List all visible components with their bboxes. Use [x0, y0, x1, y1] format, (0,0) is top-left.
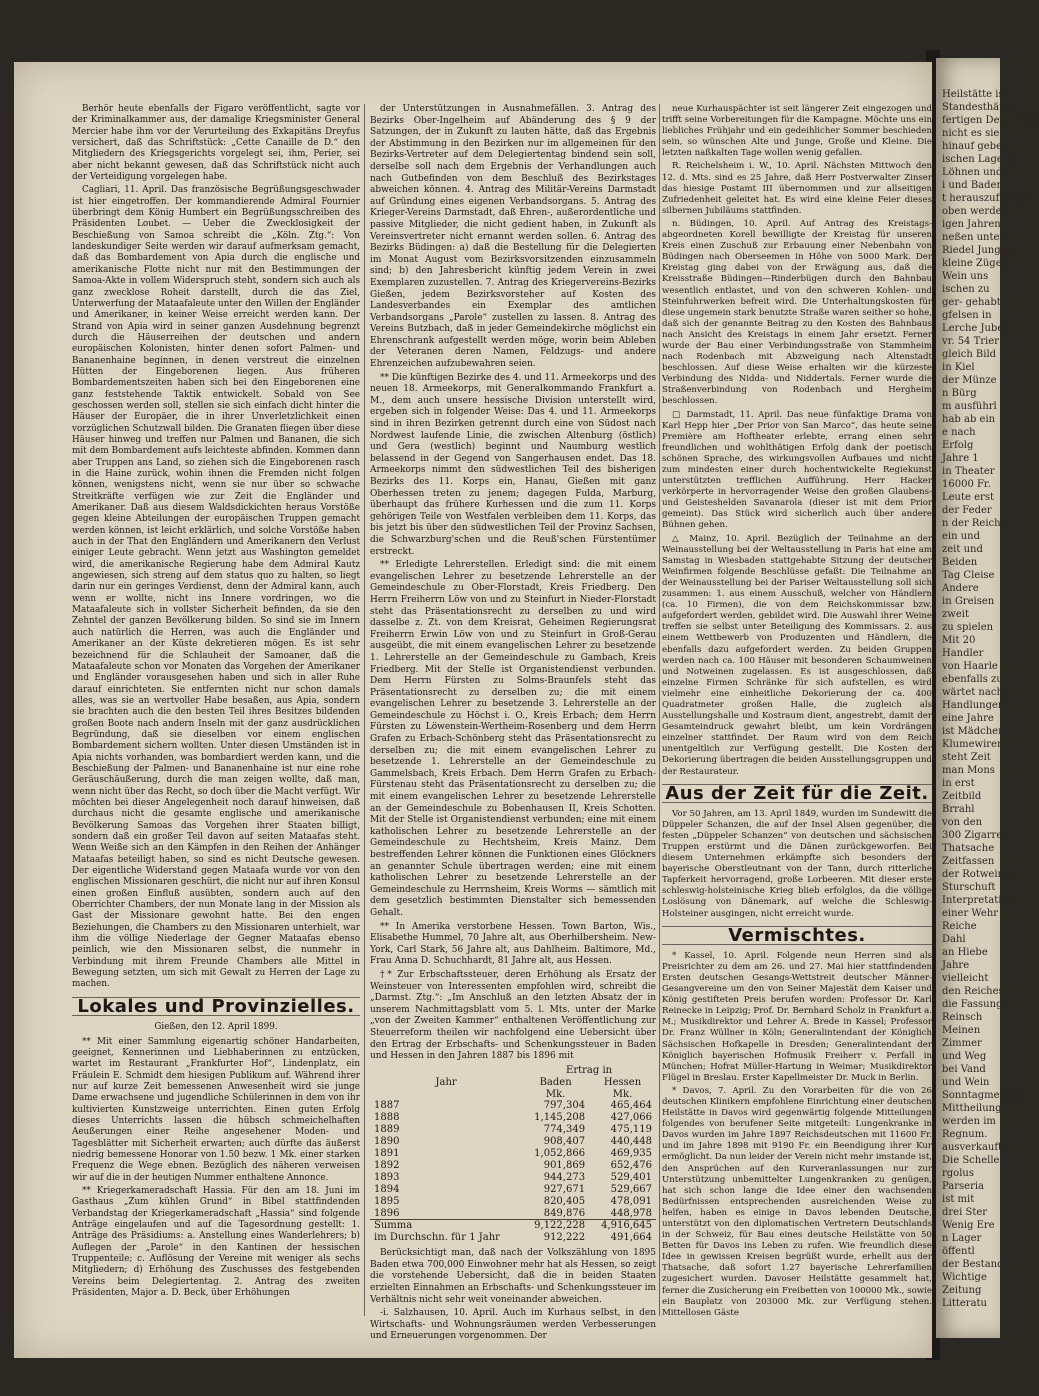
table-cell: 1895: [374, 1195, 400, 1207]
inheritance-tax-table: [370, 1065, 656, 1245]
table-header: Baden: [539, 1076, 572, 1088]
col2-after-table: [370, 1248, 656, 1343]
dateline: Gießen, den 12. April 1899.: [154, 1022, 278, 1033]
column-3: [662, 104, 932, 1321]
facing-page-text-fragment: Riedel Jungen: [942, 245, 1013, 256]
section-heading-local: Lokales und Provinzielles.: [72, 997, 360, 1016]
column-rule: [364, 104, 365, 1316]
col3-misc: [662, 951, 932, 1319]
facing-page-text-fragment: vr. 54 Trier: [942, 336, 999, 347]
facing-page-text-fragment: Meinen: [942, 1025, 981, 1036]
facing-page-text-fragment: nicht es sie: [942, 128, 1000, 139]
facing-page-text-fragment: öffentl: [942, 1246, 975, 1257]
facing-page-text-fragment: Mittheilung: [942, 1103, 1002, 1114]
facing-page-text-fragment: Beiden: [942, 557, 978, 568]
table-row: [370, 1160, 656, 1172]
article-paragraph: der Unterstützungen in Ausnahmefällen. 3. Antrag des Bezirks Ober-Ingelheim auf Abänderung des § 9 der Satzungen, der in Zukunft zu lauten hätte, daß das Ergebnis der Abstimmung in den Bezirken nur im allgemeinen für den Bezirks-Vertreter auf dem Delegiertentag bindend sein soll, derselbe soll nach dem Ergebnis der Verhandlungen auch nach Gutbefinden von dem Beschluß des Bezirkstages abweichen können. 4. Antrag des Militär-Vereins Darmstadt auf Gründung eines eigenen Verbandsorgans. 5. Antrag des Krieger-Vereins Darmstadt, daß Ehren-, außerordentliche und passive Mitglieder, die nicht gedient haben, in Zukunft als Vereinsvertreter nicht ernannt werden sollen. 6. Antrag des Bezirks Büdingen: a) daß die Bestellung für die Delegierten im Monat August vom Bezirksvorsitzenden einzusammeln sind; b) den Jahresbericht künftig jedem Verein in zwei Exemplaren zuzustellen. 7. Antrag des Kriegervereins-Bezirks Gießen, jedem Bezirksvorsteher auf Kosten des Landesverbandes ein Exemplar des amtlichen Verbandsorgans „Parole“ zustellen zu lassen. 8. Antrag des Vereins Butzbach, daß in jeder Gemeindekirche möglichst ein Ehrenschrank aufgestellt werden möge, worin beim Ableben der Veteranen deren Namen, Feldzugs- und andere Ehrenzeichen aufzubewahren seien.: [370, 104, 656, 370]
table-cell: 774,349: [543, 1124, 586, 1136]
table-cell: 529,401: [610, 1171, 652, 1183]
facing-page-text-fragment: neßen unter: [942, 232, 1005, 243]
facing-page-text-fragment: ger- gehabt: [942, 297, 1001, 308]
facing-page-text-fragment: Wein uns: [942, 271, 989, 282]
table-cell: 9,122,228: [522, 1220, 589, 1232]
article-paragraph: n. Büdingen, 10. April. Auf Antrag des Kreistags-abgeordneten Korell bewilligte der Kreistag für unseren Kreis einen Zuschuß zur Erbauung einer Nebenbahn von Büdingen nach Oberseemen in Höhe von 5000 Mark. Der Kreistag ging dabei von der Erwägung aus, daß die Kreisstraße Büdingen—Rinderbügen durch den Bahnbau wesentlich entlastet, und von den schweren Kohlen- und Steinfuhrwerken befreit wird. Die Unterhaltungskosten für diese ungemein stark benutzte Straße waren seither so hohe, daß sich der genannte Beitrag zu den Kosten des Bahnbaus nach Ansicht des Kreistags in einem Jahr ersetzt. Ferner wurde der Bau einer Verbindungsstraße von Stammheim nach Rodenbach mit Abzweigung nach Altenstadt beschlossen. Auf diese Weise erhalten wir die kürzeste Verbindung des Nidda- und Niddertals. Ferner wurde die Straßenverbindung von Rodenbach und Hergheim beschlossen.: [662, 218, 932, 407]
table-cell: 652,476: [610, 1159, 652, 1171]
table-row: [370, 1208, 656, 1220]
facing-page-text-fragment: Wenig Ere: [942, 1220, 995, 1231]
facing-page-text-fragment: ischen Lage in: [942, 154, 1016, 165]
table-cell: 475,119: [610, 1124, 652, 1136]
facing-page-text-fragment: vielleicht: [942, 973, 989, 984]
facing-page-text-fragment: i und Baden: [942, 180, 1003, 191]
facing-page-text-fragment: t herauszufinden: [942, 193, 1028, 204]
facing-page-text-fragment: Zeitfassen: [942, 856, 995, 867]
table-cell: 1,052,866: [534, 1148, 586, 1160]
facing-page-text-fragment: n der Reiche: [942, 518, 1007, 529]
facing-page-text-fragment: Zeitung: [942, 1285, 982, 1296]
facing-page-text-fragment: ist Mädchen: [942, 726, 1005, 737]
facing-page-text-fragment: Klumewirer: [942, 739, 1002, 750]
facing-page-text-fragment: in erst: [942, 778, 975, 789]
table-cell: 1888: [374, 1112, 400, 1124]
facing-page-text-fragment: steht Zeit: [942, 752, 991, 763]
facing-page-text-fragment: igen Jahren in: [942, 219, 1014, 230]
facing-page-text-fragment: Wichtige: [942, 1272, 987, 1283]
table-cell: 849,876: [543, 1207, 586, 1219]
table-cell: 448,978: [610, 1207, 652, 1219]
table-cell: 1894: [374, 1183, 400, 1195]
table-cell: 912,222: [543, 1232, 586, 1244]
facing-page-text-fragment: Leute erst: [942, 492, 994, 503]
table-header: Jahr: [435, 1076, 457, 1088]
facing-page-text-fragment: Zimmer: [942, 1038, 982, 1049]
facing-page-text-fragment: den Reiches: [942, 986, 1004, 997]
table-cell: 797,304: [543, 1100, 586, 1112]
column-rule: [659, 104, 660, 1316]
table-cell: 1896: [374, 1207, 400, 1219]
facing-page-text-fragment: Andere: [942, 583, 979, 594]
table-cell: 465,464: [610, 1100, 652, 1112]
facing-page-text-fragment: der Rotweine: [942, 869, 1010, 880]
facing-page-text-fragment: zweit: [942, 609, 969, 620]
table-header: Hessen: [603, 1076, 642, 1088]
facing-page-text-fragment: Standesthäter: [942, 102, 1014, 113]
facing-page-text-fragment: von den: [942, 817, 983, 828]
table-sum-row: [370, 1220, 656, 1232]
table-cell: 427,066: [610, 1112, 652, 1124]
table-row: [370, 1184, 656, 1196]
table-cell: 908,407: [543, 1136, 586, 1148]
facing-page-text-fragment: an Hiebe: [942, 947, 988, 958]
table-cell: 491,664: [610, 1232, 652, 1244]
facing-page-text-fragment: m ausführl: [942, 401, 997, 412]
table-cell: im Durchschn. für 1 Jahr: [374, 1232, 500, 1244]
article-paragraph: ** Mit einer Sammlung eigenartig schöner Handarbeiten, geeignet, Kennerinnen und Liebhaberinnen zu entzücken, wartet im Restaurant „Frankfurter Hof“, Lindenplatz, ein Fräulein E. Schmidt dem hiesigen Publikum auf. Während ihrer nur auf kurze Zeit bemessenen Anwesenheit wird sie junge Dame erwachsene und jugendliche Schülerinnen in dem von ihr kultivierten Kunstzweige unterrichten. Einen guten Erfolg dieses Unterrichts lassen die hübsch schmeichelhaften Aeußerungen einer Reihe angesehener Moden- und Tagesblätter mit Sicherheit erwarten; auch dürfte das äußerst niedrig bemessene Honorar von 1.50 bezw. 1 Mk. einer starken Frequenz die Wege ebnen. Bezüglich des näheren verweisen wir auf die in der heutigen Nummer enthaltene Annonce.: [72, 1036, 360, 1183]
facing-page-text-fragment: die Fassung: [942, 999, 1003, 1010]
col2-paragraphs: [370, 104, 656, 1063]
article-zeit: Vor 50 Jahren, am 13. April 1849, wurden im Sundewitt die Düppeler Schanzen, die auf der Insel Alsen gegenüber, die festen „Düppeler Schanzen“ von deutschen und sächsischen Truppen erstürmt und die Dänen zurückgeworfen. Bei diesem Unternehmen erkämpfte sich besonders der bayerische Oberstleutnant von der Tann, durch ritterliche Tapferkeit hervorragend, große Lorbeeren. Mit dieser erste schleswig-holsteinische Krieg blieb erfolglos, da die völlige Loslösung von Dänemark, auf welche die Schleswig-Holsteiner ausgingen, nicht erreicht wurde.: [662, 808, 932, 919]
facing-page-text-fragment: Handlungen: [942, 700, 1005, 711]
table-cell: 927,671: [543, 1183, 586, 1195]
facing-page-text-fragment: Litteratu: [942, 1298, 987, 1309]
facing-page-text-fragment: rgolus: [942, 1168, 974, 1179]
newspaper-page: [14, 62, 932, 1358]
facing-page-text-fragment: e nach: [942, 427, 976, 438]
facing-page-text-fragment: Reiche: [942, 921, 977, 932]
facing-page-text-fragment: n Lager: [942, 1233, 982, 1244]
table-cell: 469,935: [610, 1148, 652, 1160]
table-cell: 4,916,645: [589, 1220, 656, 1232]
article-paragraph: * Davos, 7. April. Zu den Vorarbeiten für die von 26 deutschen Klinikern empfohlene Einrichtung einer deutschen Heilstätte in Davos wird gegenwärtig folgende Mitteilungen folgendes von berufener Seite mitgeteilt: Lungenkranke in Davos wurden im Jahre 1897 Reichsdeutschen mit 11600 Fr. und im Jahre 1898 mit 9190 Fr. ein Beendigung ihrer Kur ermöglicht. Da nun leider der Verein nicht mehr imstande ist, den Ansprüchen auf den Kurveranlassungen nur zur Unterstützung unbemittelter Lungenkranken zu genügen, hat sich schon lange die Idee einer den wachsenden Bedürfnissen entsprechenden ausreichenden Weise zu helfen, haben es einige in Davos lebenden Deutsche, unterstützt von den diplomatischen Vertretern Deutschlands in der Schweiz, für Bau eines deutsche Heilstätte von 50 Betten für Davos ins Leben zu rufen. Wie freundlich diese Idee in gewissen Kreisen begrüßt wurde, erhellt aus der Thatsache, daß sofort 1.27 bayerische Lehrerfamilien zugesichert wurden. Davoser Heilstätte gesammelt hat, ferner die Zusicherung ein Freibetten von 100000 Mk., sowie ein Bauplatz von 203000 Mk. zur Verfügung stehen. Mittellosen Gäste: [662, 1085, 932, 1318]
facing-page-text-fragment: der Bestand: [942, 1259, 1004, 1270]
facing-page-text-fragment: Brrahl: [942, 804, 975, 815]
facing-page-text-fragment: Jahre: [942, 960, 970, 971]
table-row: [370, 1136, 656, 1148]
facing-page-text-fragment: Parseria: [942, 1181, 985, 1192]
facing-page-text-fragment: gleich Bild: [942, 349, 997, 360]
facing-page-text-fragment: Jahre 1: [942, 453, 979, 464]
facing-page-text-fragment: gfelsen in: [942, 310, 992, 321]
facing-page-text-fragment: der Münze: [942, 375, 997, 386]
facing-page-text-fragment: ebenfalls zu: [942, 674, 1003, 685]
facing-page-text-fragment: zeit und: [942, 544, 983, 555]
table-row: [370, 1148, 656, 1160]
table-cell: 1,145,208: [534, 1112, 586, 1124]
facing-page-text-fragment: Tag Cleise: [942, 570, 995, 581]
facing-page-text-fragment: einer Wehr: [942, 908, 999, 919]
facing-page-text-fragment: hab ab ein: [942, 414, 996, 425]
facing-page-text-fragment: in Theater: [942, 466, 995, 477]
facing-page-text-fragment: oben werden: [942, 206, 1008, 217]
facing-page-text-fragment: Lerche Juber: [942, 323, 1009, 334]
facing-page-text-fragment: der Feder: [942, 505, 992, 516]
table-cell: 1891: [374, 1148, 400, 1160]
facing-page-text-fragment: bei Vand: [942, 1064, 986, 1075]
table-cell: 1893: [374, 1171, 400, 1183]
table-cell: 1887: [374, 1100, 400, 1112]
facing-page-text-fragment: Mit 20: [942, 635, 976, 646]
article-paragraph: Cagliari, 11. April. Das französische Begrüßungsgeschwader ist hier eingetroffen. Der kommandierende Admiral Fournier überbringt dem König Humbert ein Begrüßungsschreiben des Präsidenten Loubet. — Ueber die Zwecklosigkeit der Beschießung von Samoa schreibt die „Köln. Ztg.“: Von landeskundiger Seite werden wir darauf aufmerksam gemacht, daß das Bombardement von Apia durch die englische und amerikanische Flotte nicht nur mit den Bestimmungen der Samoa-Akte in vollem Widerspruch steht, sondern sich auch als ganz zwecklose Roheit darstellt, durch die das Ziel, Unterwerfung der Mataafaleute unter den Willen der Engländer und Amerikaner, in keiner Weise erreicht werden kann. Der Strand von Apia wird in seiner ganzen Ausdehnung begrenzt durch die Häuserreihen der deutschen und andern europäischen Kolonisten, hinter denen sofort Palmen- und Bananenhaine beginnen, in denen verstreut die einzelnen Hütten der Eingeborenen liegen. Aus früheren Bombardementszeiten haben sich bei den Eingeborenen eine ganz feststehende Taktik entwickelt. Sobald von See geschossen werden soll, stellen sie sich einfach dicht hinter die Häuser der Europäer, die in ihrer Unverletzlichkeit einen vorzüglichen Schutzwall bilden. Die Granaten fliegen über diese Häuser hinweg und treffen nur Palmen und Bananen, die sich mit dem Bombardement aufs leichteste abfinden. Kommen dann aber Truppen ans Land, so ziehen sich die Eingeborenen rasch in die Haine zurück, wohin ihnen die Fremden nicht folgen können, wenigstens nicht, wenn sie nur über so schwache Streitkräfte verfügen wie zur Zeit die Engländer und Amerikaner. Daß aus diesem Waldsdickichten heraus Vorstöße gegen kleine Abteilungen der europäischen Truppen gemacht werden können, ist leicht erklärlich, und solche Vorstöße haben auch in der That den Engländern und Amerikanern den Verlust einiger Leute gebracht. Wenn jetzt aus Washington gemeldet wird, die amerikanische Regierung habe dem Admiral Kautz angewiesen, sich streng auf dem status quo zu halten, so liegt darin nur ein geringes Verdienst, denn der Admiral kann, auch wenn er wollte, nicht ins Innere vordringen, wo die Mataafaleute sich in vollster Sicherheit befinden, da sie den Zehntel der ganzen Bevölkerung bilden. So sind sie im Innern auch natürlich die Herren, was auch die Engländer und Amerikaner an der Küste dekretieren mögen. Es ist sehr bezeichnend für die Schlauheit der Samoaner, daß die Mataafaleute schon vor Monaten das Vorgehen der Amerikaner und Engländer vorausgesehen haben und sich in aller Ruhe darauf einrichteten. Sie entfernten nicht nur schon damals alles, was sie an wertvoller Habe besaßen, aus Apia, sondern sie brachten auch die den besten Teil ihres Besitzes bildenden großen Boote nach andern Inseln mit der ganz ausdrücklichen Begründung, daß sie dieselben vor einem englischen Bombardement sichern wollten. Unter diesen Umständen ist in Apia nichts vorhanden, was bombardiert werden kann, und die Beschießung der Palmen- und Bananenhaine ist nur eine rohe Geräuschäußerung, durch die man zeigen wollte, daß man, wenn nicht über das Recht, so doch über die Macht verfügt. Wir möchten bei dieser Angelegenheit noch darauf hinweisen, daß durchaus nicht die gesamte englische und amerikanische Bevölkerung Samoas das Vorgehen ihrer Staaten billigt, sondern daß ein großer Teil davon auf seiten Mataafas steht. Wenn Weiße sich an den Kämpfen in den Reihen der Anhänger Mataafas beteiligt haben, so sind es nicht Deutsche gewesen. Der eigentliche Widerstand gegen Mataafa wurde vor von den englischen Missionaren geschürt, die nicht nur auf ihren Konsul einen großen Einfluß ausübten, sondern auch auf den Oberrichter Chambers, der nun Monate lang in der Mission als Gast der Missionare gewohnt hatte. Bei den engen Beziehungen, die Chambers zu den Missionaren unterhielt, war ihm die völlige Niederlage der Gegner Mataafas ebenso peinlich, wie den Missionaren selbst, die nunmehr in Verbindung mit ihrem Freunde Chambers alle Mittel in Bewegung setzten, um sich mit Gewalt zu Herren der Lage zu machen.: [72, 185, 360, 990]
article-paragraph: ** Kriegerkameradschaft Hassia. Für den am 18. Juni im Gasthaus „Zum kühlen Grund“ in Bibel stattfindenden Verbandstag der Kriegerkameradschaft „Hassia“ sind folgende Anträge eingelaufen und auf die Tagesordnung gestellt: 1. Anträge des Präsidiums: a. Anstellung eines Wanderlehrers; b) Auflegen der „Parole“ in den Kantinen der hessischen Truppenteile; c. Auflösung der Vereine mit weniger als sechs Mitgliedern; d) Erhöhung des Zuschusses des festgebenden Vereins beim Delegiertentag. 2. Antrag des zweiten Präsidenten, Major a. D. Beck, über Erhöhungen: [72, 1185, 360, 1299]
table-cell: 1890: [374, 1136, 400, 1148]
facing-page-text-fragment: Reinsch: [942, 1012, 983, 1023]
article-paragraph: □ Darmstadt, 11. April. Das neue fünfaktige Drama von Karl Hepp hier „Der Prior von San Marco“, das heute seine Première am Hoftheater erlebte, errang einen sehr freundlichen und wohlthätigen Erfolg dank der poetisch schönen Sprache, des wirkungsvollen Aufbaues und nicht zum mindesten einer durch hochentwickelte Regiekunst unterstützten trefflichen Aufführung. Herr Hacker verkörperte in hervorragender Weise den großen Glaubens- und Geisteshelden Savanarola (dieser ist mit dem Prior gemeint). Das Stück wird sicherlich auch über andere Bühnen gehen.: [662, 409, 932, 531]
facing-page-text-fragment: Handler: [942, 648, 984, 659]
column-1: [72, 104, 360, 1301]
facing-page-text-fragment: ausverkaufte: [942, 1142, 1008, 1153]
facing-page-text-fragment: drei Ster: [942, 1207, 988, 1218]
table-cell: 440,448: [610, 1136, 652, 1148]
facing-page-text-fragment: fertigen Deutschen: [942, 115, 1039, 126]
table-cell: 901,869: [543, 1159, 586, 1171]
article-paragraph: Berhör heute ebenfalls der Figaro veröffentlicht, sagte vor der Kriminalkammer aus, der damalige Kriegsminister General Mercier habe ihm vor der Verurteilung des Exkapitäns Dreyfus versichert, daß das Schriftstück: „Cette Canaille de D.“ den Mitgliedern des Kriegsgerichts vorgelegt sei, ihm, Perier, sei aber nicht bekannt gewesen, daß das Schriftstück nicht auch der Verteidigung vorgelegen habe.: [72, 104, 360, 183]
facing-page-text-fragment: Heilstätte ist: [942, 89, 1008, 100]
article-paragraph: †* Zur Erbschaftssteuer, deren Erhöhung als Ersatz der Weinsteuer von Interessenten empfohlen wird, schreibt die „Darmst. Ztg.“: „Im Anschluß an den letzten Absatz der in unserem Nachmittagsblatt vom 5. l. Mts. unter der Marke „von der Zweiten Kammer“ enthaltenen Veröffentlichung zur Steuerreform theilen wir nachfolgend eine Uebersicht über den Ertrag der Erbschafts- und Schenkungssteuer in Baden und Hessen in den Jahren 1887 bis 1896 mit: [370, 969, 656, 1062]
table-cell: 529,667: [610, 1183, 652, 1195]
article-paragraph: R. Reichelsheim i. W., 10. April. Nächsten Mittwoch den 12. d. Mts. sind es 25 Jahre, daß Herr Postverwalter Zinser das hiesige Postamt III übernommen und zur allseitigen Zufriedenheit geleitet hat. Es wird eine kleine Feier dieses silbernen Jubiläums stattfinden.: [662, 161, 932, 216]
table-cell: 1889: [374, 1124, 400, 1136]
article-paragraph: neue Kurhauspächter ist seit längerer Zeit eingezogen und trifft seine Vorbereitungen für die Kampagne. Möchte uns ein liebliches Frühjahr und ein gedeihlicher Sommer beschieden sein, so wünschen Alte und Junge, Große und Kleine. Die letzten naßkalten Tage wollen wenig gefallen.: [662, 104, 932, 159]
facing-page-text-fragment: kleine Zügen: [942, 258, 1009, 269]
article-paragraph: Berücksichtigt man, daß nach der Volkszählung von 1895 Baden etwa 700,000 Einwohner mehr hat als Hessen, so zeigt die vorstehende Uebersicht, daß die in beiden Staaten erzielten Einnahmen an Erbschafts- und Schenkungssteuer im Verhältnis nicht sehr weit voneinander abweichen.: [370, 1248, 656, 1305]
table-unit: Mk.: [545, 1088, 566, 1100]
table-row: [370, 1100, 656, 1112]
col3-paragraphs: [662, 104, 932, 778]
table-unit: Mk.: [612, 1088, 633, 1100]
article-paragraph: ** Erledigte Lehrerstellen. Erledigt sind: die mit einem evangelischen Lehrer zu besetzende Lehrerstelle an der Gemeindeschule zu Ober-Florstadt, Kreis Friedberg. Den Herrn Freiherrn Löw von und zu Steinfurt in Nieder-Florstadt steht das Präsentationsrecht zu derselben zu und wird dasselbe z. Zt. von dem Kreisrat, Geheimen Regierungsrat Freiherrn Erwin Löw von und zu Steinfurt in Groß-Gerau ausgeübt, die mit einem evangelischen Lehrer zu besetzende 1. Lehrerstelle an der Gemeindeschule zu Gambach, Kreis Friedberg. Mit der Stelle ist Organistendienst verbunden. Dem Herrn Fürsten zu Solms-Braunfels steht das Präsentationsrecht zu derselben zu; die mit einem evangelischen Lehrer zu besetzende 3. Lehrerstelle an der Gemeindeschule zu Höchst i. O., Kreis Erbach; dem Herrn Fürsten zu Löwenstein-Wertheim-Rosenberg und dem Herrn Grafen zu Erbach-Schönberg steht das Präsentationsrecht zu derselben zu; die mit einem evangelischen Lehrer zu besetzende 1. Lehrerstelle an der Gemeindeschule zu Gammelsbach, Kreis Erbach. Dem Herrn Grafen zu Erbach-Fürstenau steht das Präsentationsrecht zu derselben zu; die mit einem evangelischen Lehrer zu besetzende Lehrerstelle an der Gemeindeschule zu Bobenhausen II, Kreis Schotten. Mit der Stelle ist Organistendienst verbunden; eine mit einem katholischen Lehrer zu besetzende Lehrerstelle an der Gemeindeschule zu Hechtsheim, Kreis Mainz. Dem bestreffenden Lehrer können die Funktionen eines Glöckners an genannter Schule übertragen werden; eine mit einem katholischen Lehrer zu besetzende Lehrerstelle an der Gemeindeschule zu Herrnsheim, Kreis Worms — sämtlich mit dem gesetzlich bestimmten Dienstalter sich bemessenden Gehalt.: [370, 560, 656, 918]
article-paragraph: * Kassel, 10. April. Folgende neun Herren sind als Preisrichter zu dem am 26. und 27. Mai hier stattfindenden Ersten deutschen Gesangs-Wettstreit deutscher Männer-Gesangvereine um den von Seiner Majestät dem Kaiser und König gestifteten Preis berufen worden: Professor Dr. Karl Reinecke in Leipzig; Prof. Dr. Bernhard Scholz in Frankfurt a. M.; Musikdirektor und Lehrer A. Brede in Kassel; Professor Dr. Franz Wüllner in Köln; Generalintendant der Königlich Sächsischen Hofkapelle in Dresden; Generalintendant der Königlich bayerischen Hofmusik Freiherr v. Perfall in München; Hofrat Müller-Hartung in Weimar; Musikdirektor Flügel in Breslau. Erster Kapellmeister Dr. Muck in Berlin.: [662, 950, 932, 1083]
facing-page-text-fragment: Interpretation: [942, 895, 1014, 906]
facing-page-text-fragment: Sturschuft: [942, 882, 996, 893]
section-heading-misc: Vermischtes.: [662, 926, 932, 945]
column-2: [370, 104, 656, 1345]
facing-page-text-fragment: Regnum.: [942, 1129, 988, 1140]
table-average-row: [370, 1232, 656, 1244]
table-cell: 944,273: [543, 1171, 586, 1183]
facing-page-text-fragment: ein und: [942, 531, 981, 542]
col1-paragraphs: [72, 104, 360, 991]
facing-page-text-fragment: man Mons: [942, 765, 995, 776]
facing-page-text-fragment: 16000 Fr.: [942, 479, 991, 490]
facing-page-text-fragment: Löhnen und: [942, 167, 1003, 178]
table-caption: Ertrag in: [566, 1064, 613, 1076]
table-cell: 478,091: [610, 1195, 652, 1207]
facing-page-text-fragment: Zeitbild: [942, 791, 982, 802]
facing-page-text-fragment: Dahl: [942, 934, 966, 945]
facing-page-text-fragment: Thatsache: [942, 843, 995, 854]
table-row: [370, 1124, 656, 1136]
table-cell: 1892: [374, 1159, 400, 1171]
table-cell: Summa: [370, 1220, 522, 1232]
facing-page-text-fragment: eine Jahre: [942, 713, 994, 724]
article-paragraph: △ Mainz, 10. April. Bezüglich der Teilnahme an der Weinausstellung bei der Weltausstellung in Paris hat eine am Samstag in Wiesbaden stattgehabte Sitzung der deutscher Weinfirmen folgende Beschlüsse gefaßt: Die Teilnahme an der Weinausstellung bei der Pariser Weltausstellung soll sich zusammen: 1. aus einem Ausschuß, welcher von Händlern (ca. 10 Firmen), die von dem Reichskommissar bzw. aufgefordert werden, gebildet wird. Die Auswahl ihrer Weine treffen sie selbst unter Beteiligung des Kommissars. 2. aus einem Wettbewerb von Produzenten und Händlern, die ebenfalls dazu aufgefordert werden. Zu beiden Gruppen werden nach ca. 100 Häuser mit besonderen Schaumweinen und Notweinen zugelassen. Es ist ausgeschlossen, daß einzelne Firmen Schränke für sich aufstellen, es wird vielmehr eine einheitliche Dekorierung der ca. 400 Quadratmeter großen Halle, die zugleich als Ausstellungshalle und Kostraum dient, angestrebt, damit der Gesamteindruck gewahrt bleibt, um kein Vordrängen einzelner stattfindet. Der Raum wird von dem Reich unentgeltlich zur Verfügung gestellt. Die Kosten der Dekorierung übertragen die beiden Ausstellungsgruppen und der Restaurateur.: [662, 533, 932, 777]
table-row: [370, 1172, 656, 1184]
table-row: [370, 1196, 656, 1208]
facing-page-text-fragment: Erfolg: [942, 440, 974, 451]
facing-page-text-fragment: von Haarle: [942, 661, 998, 672]
table-unit: [370, 1089, 522, 1101]
article-paragraph: ** In Amerika verstorbene Hessen. Town Barton, Wis., Elisabethe Hummel, 70 Jahre alt, aus Oberhilbersheim. New-York, Carl Stark, 56 Jahre alt, aus Dahlheim. Baltimore, Md., Frau Anna D. Schuchhardt, 81 Jahre alt, aus Hessen.: [370, 921, 656, 967]
facing-page-text-fragment: n Bürg: [942, 388, 977, 399]
facing-page-text-fragment: Sonntagmeister: [942, 1090, 1023, 1101]
col1-local-news: [72, 1037, 360, 1300]
facing-page-text-fragment: ist mit: [942, 1194, 975, 1205]
facing-page-text-fragment: werden im: [942, 1116, 996, 1127]
facing-page-text-fragment: wärtet nach: [942, 687, 1003, 698]
facing-page-text-fragment: ischen zu: [942, 284, 990, 295]
facing-page-text-fragment: zu spielen: [942, 622, 994, 633]
section-heading-zeit: Aus der Zeit für die Zeit.: [662, 784, 932, 803]
article-paragraph: ** Die künftigen Bezirke des 4. und 11. Armeekorps und des neuen 18. Armeekorps, mit Generalkommando Frankfurt a. M., dem auch unsere hessische Division unterstellt wird, ergeben sich in folgender Weise: Das 4. und 11. Armeekorps sind in ihren Bezirken getrennt durch eine von Südost nach Nordwest laufende Linie, die zwischen Altenburg (östlich) und Gera (westlich) beginnt und Naumburg westlich belassend in der Gegend von Sangerhausen endet. Das 18. Armeekorps nimmt den südwestlichen Teil des bisherigen Bezirks des 11. Korps ein, Hanau, Gießen mit ganz Oberhessen treten zu jenem; dagegen Fulda, Marburg, überhaupt das frühere Kurhessen und die zum 11. Korps gehörigen Teile von Westfalen verbleiben dem 11. Korps, das bis jetzt bis über den südwestlichen Teil der Provinz Sachsen, die Schwarzburg'schen und die Reuß'schen Fürstentümer erstreckt.: [370, 372, 656, 557]
facing-page-text-fragment: in Kiel: [942, 362, 975, 373]
facing-page-text-fragment: 300 Zigarren: [942, 830, 1009, 841]
table-cell: 820,405: [543, 1195, 586, 1207]
article-paragraph: -i. Salzhausen, 10. April. Auch im Kurhaus selbst, in den Wirtschafts- und Wohnungsräumen werden Verbesserungen und Erneuerungen vorgenommen. Der: [370, 1308, 656, 1342]
facing-page-text-fragment: und Weg: [942, 1051, 987, 1062]
facing-page-text-fragment: hinauf geben: [942, 141, 1009, 152]
facing-page-text-fragment: und Wein: [942, 1077, 990, 1088]
facing-page-text-fragment: Die Schelle: [942, 1155, 1000, 1166]
facing-page-edge: [936, 58, 1039, 1338]
facing-page-text-fragment: in Greisen: [942, 596, 995, 607]
table-row: [370, 1112, 656, 1124]
